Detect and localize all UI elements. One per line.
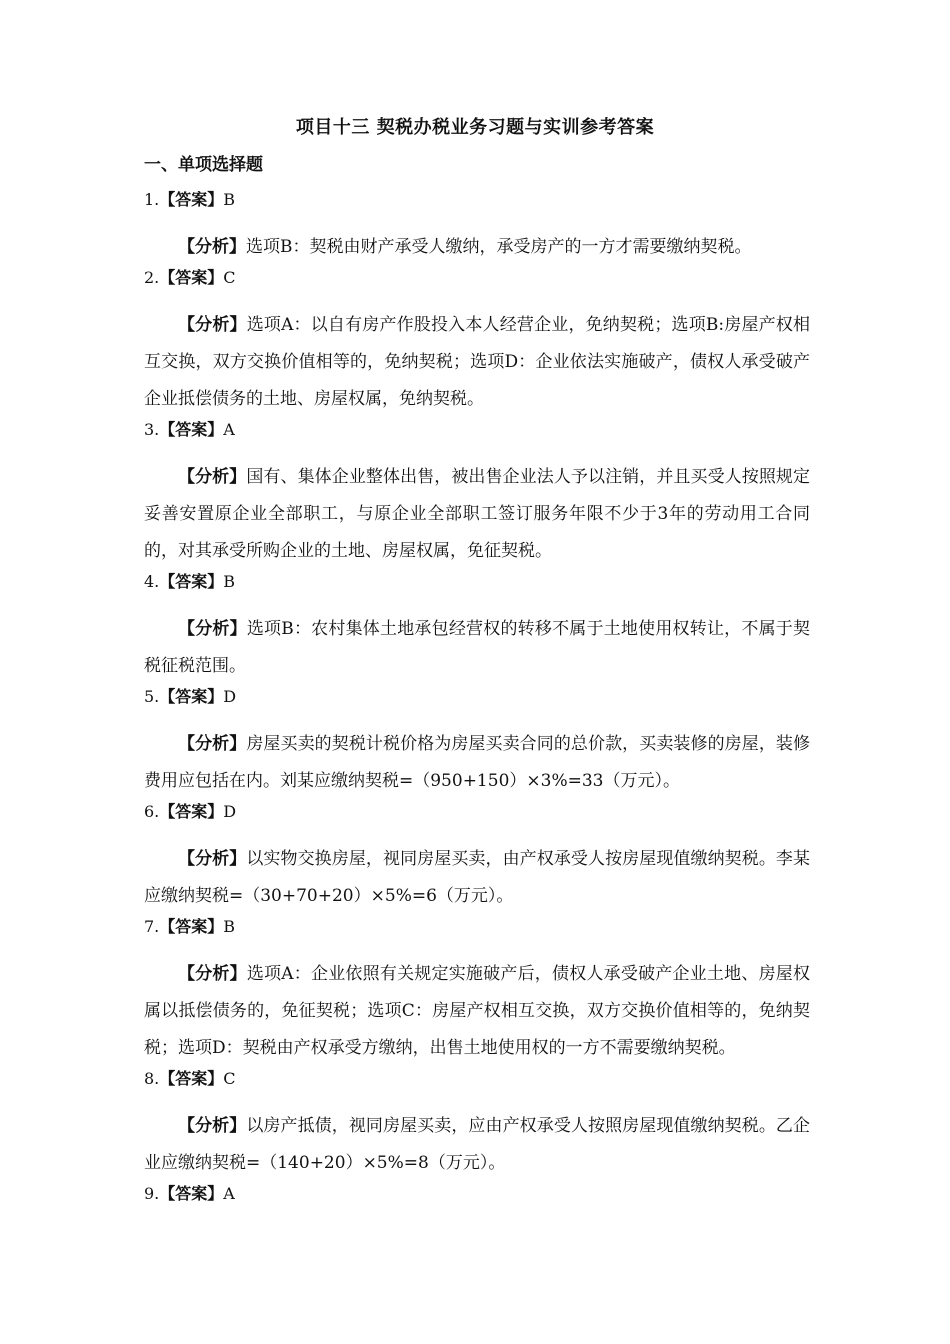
section-heading: 一、单项选择题 (144, 155, 263, 175)
list-item (144, 418, 810, 570)
answer-tag: 【答案】 (159, 917, 224, 936)
document-title: 项目十三 契税办税业务习题与实训参考答案 (295, 117, 655, 138)
item-number: 5. (144, 687, 160, 706)
analysis-text: 以实物交换房屋，视同房屋买卖，由产权承受人按房屋现值缴纳契税。李某应缴纳契税=（30+70+20）×5%=6（万元）。 (144, 849, 811, 906)
list-item (144, 188, 810, 266)
analysis-paragraph (144, 307, 810, 418)
list-item (144, 266, 810, 418)
analysis-text: 选项A：企业依照有关规定实施破产后，债权人承受破产企业土地、房屋权属以抵偿债务的，免征契税；选项C：房屋产权相互交换，双方交换价值相等的，免纳契税；选项D：契税由产权承受方缴纳，出售土地使用权的一方不需要缴纳契税。 (144, 964, 810, 1058)
answer-value: B (223, 190, 236, 209)
answer-value: C (223, 1069, 236, 1088)
answer-line (144, 266, 810, 290)
analysis-paragraph (144, 726, 810, 800)
analysis-text: 房屋买卖的契税计税价格为房屋买卖合同的总价款，买卖装修的房屋，装修费用应包括在内。刘某应缴纳契税=（950+150）×3%=33（万元）。 (144, 734, 811, 791)
analysis-paragraph (144, 956, 810, 1067)
analysis-paragraph (144, 611, 810, 685)
answer-list (144, 188, 810, 1219)
answer-tag: 【答案】 (159, 190, 224, 209)
analysis-paragraph (144, 459, 810, 570)
item-number: 4. (144, 572, 160, 591)
answer-tag: 【答案】 (159, 572, 224, 591)
answer-value: C (223, 268, 236, 287)
item-number: 2. (144, 268, 160, 287)
analysis-tag: 【分析】 (178, 734, 247, 754)
analysis-paragraph (144, 841, 810, 915)
answer-value: B (223, 917, 236, 936)
item-number: 3. (144, 420, 160, 439)
list-item (144, 915, 810, 1067)
answer-tag: 【答案】 (159, 1184, 224, 1203)
analysis-tag: 【分析】 (178, 964, 247, 984)
answer-line (144, 685, 810, 709)
answer-value: D (223, 687, 237, 706)
analysis-tag: 【分析】 (178, 1116, 247, 1136)
analysis-tag: 【分析】 (178, 467, 247, 487)
item-number: 6. (144, 802, 160, 821)
list-item (144, 800, 810, 915)
answer-line (144, 188, 810, 212)
analysis-text: 选项A：以自有房产作股投入本人经营企业，免纳契税；选项B:房屋产权相互交换，双方交换价值相等的，免纳契税；选项D：企业依法实施破产，债权人承受破产企业抵偿债务的土地、房屋权属，免纳契税。 (144, 315, 811, 409)
list-item (144, 570, 810, 685)
answer-tag: 【答案】 (159, 420, 224, 439)
answer-line (144, 800, 810, 824)
analysis-paragraph (144, 1108, 810, 1182)
analysis-tag: 【分析】 (178, 315, 247, 335)
analysis-tag: 【分析】 (178, 237, 246, 257)
answer-value: D (223, 802, 237, 821)
analysis-tag: 【分析】 (178, 619, 247, 639)
answer-value: A (223, 1184, 235, 1203)
analysis-text: 以房产抵债，视同房屋买卖，应由产权承受人按照房屋现值缴纳契税。乙企业应缴纳契税=（140+20）×5%=8（万元）。 (144, 1116, 811, 1173)
list-item (144, 1182, 810, 1206)
answer-line (144, 915, 810, 939)
answer-line (144, 570, 810, 594)
answer-tag: 【答案】 (159, 268, 224, 287)
list-item (144, 685, 810, 800)
answer-tag: 【答案】 (159, 802, 224, 821)
answer-line (144, 418, 810, 442)
answer-line (144, 1182, 810, 1206)
answer-tag: 【答案】 (159, 687, 224, 706)
analysis-tag: 【分析】 (178, 849, 247, 869)
answer-tag: 【答案】 (159, 1069, 224, 1088)
item-number: 7. (144, 917, 160, 936)
analysis-text: 国有、集体企业整体出售，被出售企业法人予以注销，并且买受人按照规定妥善安置原企业全部职工，与原企业全部职工签订服务年限不少于3年的劳动用工合同的，对其承受所购企业的土地、房屋权属，免征契税。 (144, 467, 811, 561)
analysis-paragraph (144, 229, 810, 266)
answer-value: A (223, 420, 235, 439)
answer-line (144, 1067, 810, 1091)
list-item (144, 1067, 810, 1182)
analysis-text: 选项B：农村集体土地承包经营权的转移不属于土地使用权转让，不属于契税征税范围。 (144, 619, 811, 676)
item-number: 8. (144, 1069, 160, 1088)
item-number: 1. (144, 190, 160, 209)
item-number: 9. (144, 1184, 160, 1203)
answer-value: B (223, 572, 236, 591)
analysis-text: 选项B：契税由财产承受人缴纳，承受房产的一方才需要缴纳契税。 (246, 237, 752, 257)
